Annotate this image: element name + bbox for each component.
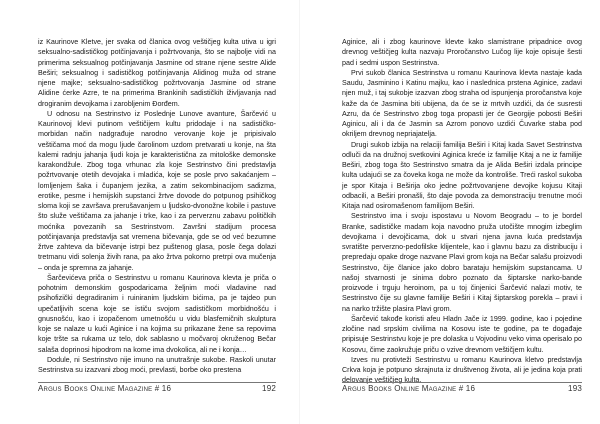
right-page-number: 193 [568,384,582,393]
left-footer [38,382,276,396]
right-paragraph-2: Prvi sukob članica Sestrinstva u romanu Kaurinova klevta nastaje kada Saudu, Jasminino i Katinu majku, kao i naslednica prstena Aginice, zadavi njen muž, i taj sukobje izazvan zbog straha od ispunjenja proročanstva koje kaže da će Jasmina biti ubijena, da će se iz mrtvih uzdići, da će susresti Azru, da će Sestrinstvo zbog toga propasti jer će Georgije pobosti Beširi Aginicu, ali i da će Jasmin sa Azrom ponovo uzdići Čuvarke staba pod okriljem drevnog nepriajatelja. [342,68,582,139]
right-paragraph-1: Aginice, ali i zbog kaurinove klevte kako slamistrane pripadnice ovog drevnog veštičjeg kulta nazvaju Proročanstvo Lučog lije koje opisuje šesti pad i sedmi uspon Sestrinstva. [342,38,582,67]
right-text-column [342,37,582,386]
left-text-column [38,37,276,375]
right-page [300,0,600,424]
right-footer-rule [342,382,582,383]
right-paragraph-5: Šarčević takođe koristi afeu Hladn Jače iz 1999. godine, kao i pojedine zločine nad srpskim civilima na Kosovu iste te godine, pa te događaje pripisuje Sestrinstvu koje je pre dolaska u Vojvodinu veko vima operisalo po Kosovu, čime zaokružuje priču o vzive drevnom veštičjem kultu. [342,314,582,354]
left-paragraph-4: Dodule, ni Sestrinstvo nije imuno na unutrašnje sukobe. Raskoli unutar Sestrinstva su izazvani zbog moći, prevlasti, borbe oko prestena [38,355,276,374]
left-footer-magazine-title: Argus Books Online Magazine # 16 [38,384,172,393]
left-page-number: 192 [262,384,276,393]
right-paragraph-6: Izves nu protivteži Sestrinstvu u romanu Kaurinova kletvo predstavlja Crkva koja je potpuno skrajnuta iz društvenog života, ali je jedina koja prati delovanje veštičjeg kulta. [342,355,582,385]
left-footer-rule [38,382,276,383]
right-paragraph-3: Drugi sukob izbija na relaciji familija Beširi i Kitaj kada Savet Sestrinstva odluči da na družnoj svetkovini Aginica kreće iz familije Kitaj a ne iz familije Beširi, zbog toga što Sestrinstvo smatra da je Alida Beširi izdala principe kulta udajući se za čoveka koga ne može da kontroliše. Treći raskol sukoba je spor Kitaja i Beširija oko jedne požrtvovanjene devojke kojusu Kitaji odbacili, a Beširi pronašli, što daje povoda za demonstraciju trenutne moći Kitaja nad osiromašenom familijom Beširi. [342,140,582,210]
right-paragraph-4: Sestrinstvo ima i svoju ispostavu u Novom Beogradu – to je bordel Branke, sadističke madam koja navodno pruža utočište mnogim izbeglim devojkama i devojčicama, dok u stvari njena javna kuća predstavlja svratište perverzno-pedofilske klijentele, kao i glavnu bazu za distribuciju i prepredaju opake droge nazvane Plavi grom koja na Bečar salašu proizvodi Sestrinstvo, čije članice jako dobro barataju hemijskim supstancama. U našoj stvarnosti je sinima dobro poznato da šiptarske narko-bande proizvode i trguju heroinom, pa u toj činjenici Šarčević nalazi motiv, te Sestrinstvo čije su glavne familije Beširi i Kitaj šiptarskog porekla – pravi i na narko tržište plasira Plavi grom. [342,212,582,313]
right-footer [342,382,582,396]
left-paragraph-2: U odnosu na Sestrinstvo iz Poslednje Lunove avanture, Šarčević u Kaurinovoj klevi putinom veštičijem kultu pridodaje i na sadističko-morbidan način nadgrađuje narodno verovanje koje je pripisivalo veštičama moć da mogu ljude čarolinom uzdom pretvarati u konje, na šta kalemi radnju jahanja ljudi koja je karakteristična za mitološke demonske karakondžule. Zbog toga vrhunac zla koje Sestrinstvo čini predstavlja požrtvovanje otetih devojaka i mladića, koje se posle prvo sakaćanjem – lomljenjem šaka i čupanjem jezika, a zatim sekombinacijom sadizma, erotike, pesme i hemijskih supstanci žrtve dovode do potpunog psihičkog sloma koji se završava prerušavanjem u ljudsko-dvonožne kobile i pastuve što služe veštičama za jahanje i trke, kao i za perverznu zabavu političkih moćnika povezanih sa Sestrinstvom. Završni stadijum procesa potčinjavanja predstavlja sat vremena bičevanja, gde se od već bezumne žrtve zahteva da bičevanje istrpi bez puštenog glasa, posle čega dolazi tretmanu vidi solenja živih rana, pa ako žrtva pokorno pretrpi ova mučenja – onda je spremna za jahanje. [38,109,276,272]
right-footer-magazine-title: Argus Books Online Magazine # 16 [342,384,476,393]
left-paragraph-1: iz Kaurinove Kletve, jer svaka od članica ovog veštičjeg kulta utiva u igri seksualno-sadističkog potčinjavanja i požrtvovanja, što se najbolje vidi na primerima seksualnog potčinjavanja Jasmine od strane njene sestre Alide Beširi; seksualnog i sadističkog potčinjavanja Alidinog muža od strane njene majke; seksualno-sadističkog požrtvovanja Jasmine od strane Alidine ćerke Azre, te na primerima Brankinih sadističkih iživljavanja nad drogiranim devojkama i zarobljenim Đorđem. [38,38,276,108]
left-paragraph-3: Šarčevićeva priča o Sestrinstvu u romanu Kaurinova klevta je priča o pohotnim demonskim gospodaricama željnim moći vladavine nad psihofizički degradiranim i ruiniranim ljudskim bićima, pa je tajdeo pun upečatljivih scena koje se ističu svojom sadističkom morbidnošću i gnusnošću, kao i izopačenom umetnošću u vidu blasfemičnih skulptura koje se nalaze u kući Aginice i na kojima su prikazane žene sa repovima koje tršte sa rukama uz telo, dok sablasno u močvaroj okruženog Bečar salaša doprinosi hipodrom na kome ima dvokolica, ali ne i konja… [38,273,276,354]
